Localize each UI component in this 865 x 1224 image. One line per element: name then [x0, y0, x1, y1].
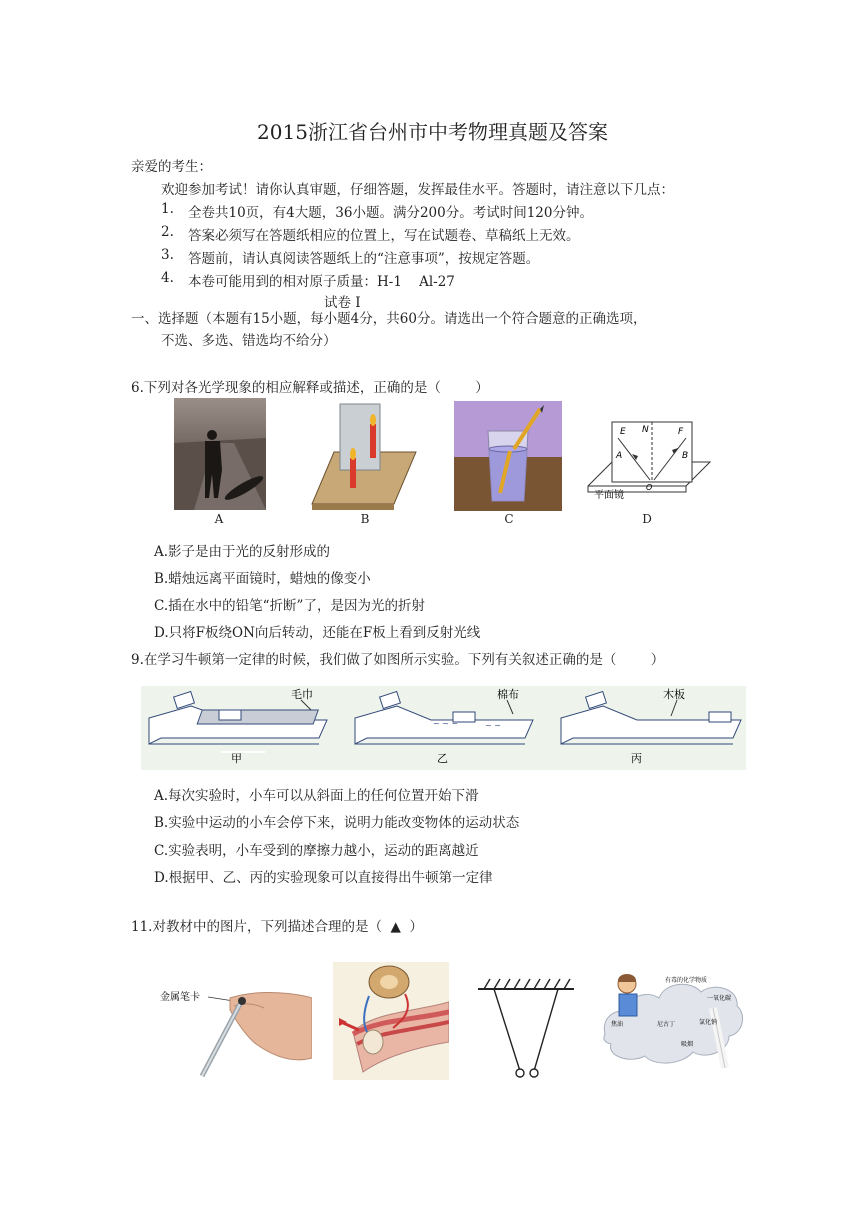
q9-option-a: A.每次实验时，小车可以从斜面上的任何位置开始下滑 [154, 788, 479, 804]
q6-figure-candles [310, 402, 418, 510]
note-3-text: 答题前，请认真阅读答题纸上的“注意事项”，按规定答题。 [188, 251, 540, 267]
q9-stem: 9.在学习牛顿第一定律的时候，我们做了如图所示实验。下列有关叙述正确的是（ ） [131, 652, 665, 668]
section-heading: 一、选择题（本题有15小题，每小题4分，共60分。请选出一个符合题意的正确选项， [131, 311, 647, 327]
greeting: 亲爱的考生： [131, 159, 212, 175]
q11-figure-test-pen [160, 988, 312, 1080]
panel-label-jia: 甲 [231, 752, 242, 765]
q6-stem: 6.下列对各光学现象的相应解释或描述，正确的是（ ） [131, 380, 489, 396]
note-4-number: 4. [161, 270, 174, 286]
cloud-label-toxic: 有毒的化学物质 [665, 977, 708, 984]
panel-label-yi: 乙 [437, 752, 448, 765]
cloud-label-nicotine: 尼古丁 [657, 1021, 676, 1028]
panel-label-bing: 丙 [631, 752, 642, 765]
ramp-towel [149, 687, 327, 765]
surface-label-cotton: 棉布 [497, 688, 519, 701]
label-f: F [678, 427, 684, 437]
q6-option-a: A.影子是由于光的反射形成的 [154, 544, 331, 560]
svg-text:~ ~ ~: ~ ~ ~ [433, 719, 459, 728]
label-a: A [616, 451, 623, 461]
surface-label-towel: 毛巾 [291, 688, 313, 701]
q11-figure-knee-reflex [333, 962, 449, 1080]
q9-option-d: D.根据甲、乙、丙的实验现象可以直接得出牛顿第一定律 [154, 870, 493, 886]
q6-option-b: B.蜡烛远离平面镜时，蜡烛的像变小 [154, 571, 371, 587]
q6-figure-label-a: A [214, 512, 224, 526]
note-3-number: 3. [161, 247, 174, 263]
note-1-text: 全卷共10页，有4大题，36小题。满分200分。考试时间120分钟。 [188, 205, 593, 221]
intro-text: 欢迎参加考试！请你认真审题，仔细答题，发挥最佳水平。答题时，请注意以下几点： [161, 182, 674, 198]
svg-text:~ ~: ~ ~ [485, 721, 501, 730]
label-o: O [646, 483, 653, 492]
note-2-text: 答案必须写在答题纸相应的位置上，写在试题卷、草稿纸上无效。 [188, 228, 580, 244]
q9-option-c: C.实验表明，小车受到的摩擦力越小，运动的距离越近 [154, 843, 479, 859]
cloud-label-tar: 焦油 [611, 1021, 624, 1028]
cloud-label-co: 一氧化碳 [707, 995, 732, 1002]
q6-option-d: D.只将F板绕ON向后转动，还能在F板上看到反射光线 [154, 625, 481, 641]
q6-figure-label-c: C [504, 512, 514, 526]
ramp-cotton [355, 687, 533, 765]
label-plane-mirror: 平面镜 [594, 490, 624, 501]
q6-figure-pencil-in-water [454, 401, 562, 511]
cloud-label-smoking: 吸烟 [681, 1041, 694, 1048]
note-1-number: 1. [161, 201, 174, 217]
note-4-text: 本卷可能用到的相对原子质量：H-1 Al-27 [188, 274, 455, 290]
surface-label-wood: 木板 [663, 688, 685, 701]
q11-figure-smoking-cloud [601, 964, 745, 1071]
q6-option-c: C.插在水中的铅笔“折断”了，是因为光的折射 [154, 598, 425, 614]
q6-figure-label-b: B [360, 512, 370, 526]
q6-figure-reflection [582, 418, 712, 510]
pen-clip-label: 金属笔卡 [160, 992, 200, 1003]
q9-option-b: B.实验中运动的小车会停下来，说明力能改变物体的运动状态 [154, 815, 520, 831]
cloud-label-nacl: 氯化钠 [699, 1019, 718, 1026]
q11-figure-pendulum [476, 975, 576, 1079]
label-e: E [620, 427, 626, 437]
ramp-wood [561, 687, 741, 765]
label-b: B [682, 451, 689, 461]
q11-stem: 11.对教材中的图片，下列描述合理的是（ ▲ ） [131, 919, 424, 935]
section-heading-cont: 不选、多选、错选均不给分） [161, 333, 337, 349]
q6-figure-label-d: D [642, 512, 652, 526]
q6-figure-shadow [174, 398, 266, 510]
note-2-number: 2. [161, 224, 174, 240]
page-title: 2015浙江省台州市中考物理真题及答案 [257, 120, 608, 144]
paper-label: 试卷 I [324, 295, 361, 311]
label-n: N [642, 425, 649, 435]
q9-figure-ramps [141, 686, 746, 770]
